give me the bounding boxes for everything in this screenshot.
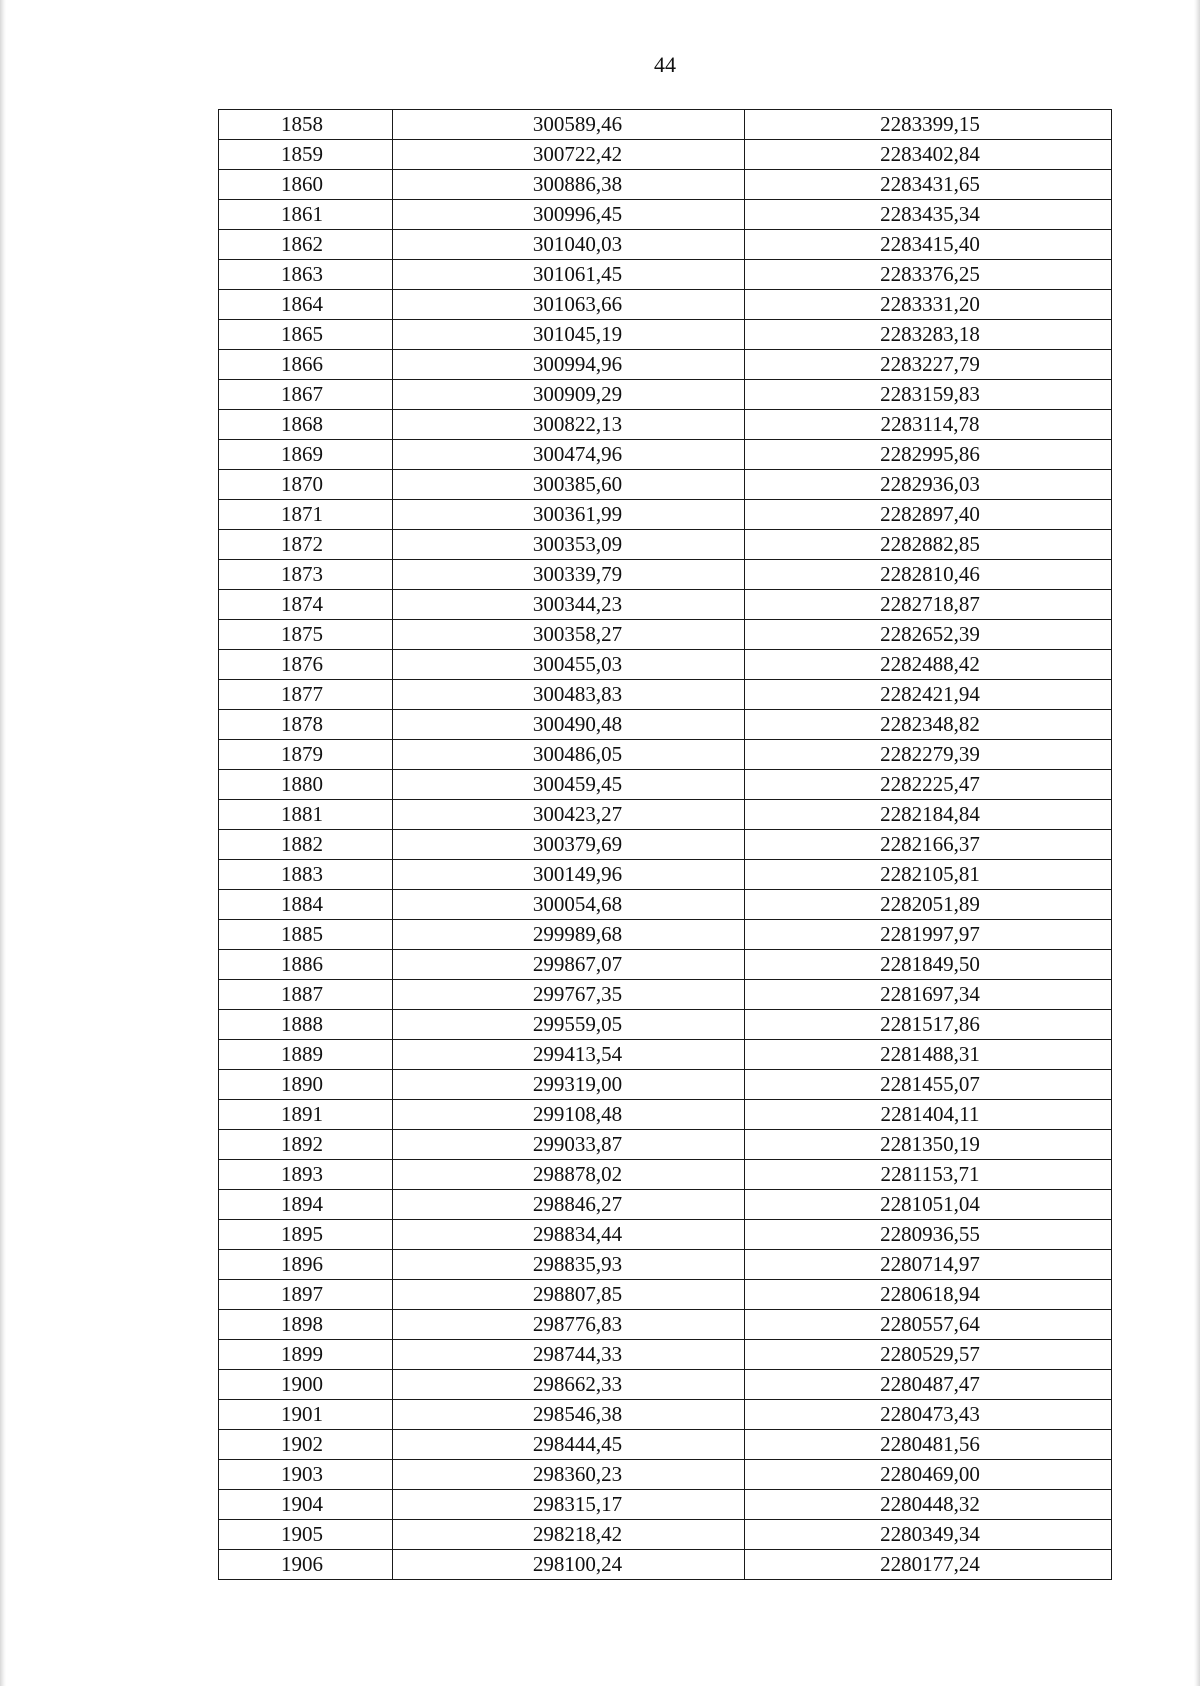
x-coordinate-cell: 300459,45 <box>393 770 745 800</box>
table-row <box>219 1490 1112 1520</box>
point-number-cell: 1874 <box>219 590 393 620</box>
y-coordinate-cell: 2280177,24 <box>745 1550 1112 1580</box>
point-number-cell: 1872 <box>219 530 393 560</box>
x-coordinate-cell: 300886,38 <box>393 170 745 200</box>
y-coordinate-cell: 2283283,18 <box>745 320 1112 350</box>
table-row <box>219 560 1112 590</box>
table-row <box>219 1520 1112 1550</box>
table-row <box>219 1220 1112 1250</box>
table-row <box>219 680 1112 710</box>
x-coordinate-cell: 299867,07 <box>393 950 745 980</box>
x-coordinate-cell: 298100,24 <box>393 1550 745 1580</box>
x-coordinate-cell: 301040,03 <box>393 230 745 260</box>
x-coordinate-cell: 300054,68 <box>393 890 745 920</box>
table-row <box>219 530 1112 560</box>
point-number-cell: 1885 <box>219 920 393 950</box>
x-coordinate-cell: 299559,05 <box>393 1010 745 1040</box>
table-row <box>219 890 1112 920</box>
y-coordinate-cell: 2282488,42 <box>745 650 1112 680</box>
y-coordinate-cell: 2282348,82 <box>745 710 1112 740</box>
table-row <box>219 650 1112 680</box>
x-coordinate-cell: 298360,23 <box>393 1460 745 1490</box>
table-row <box>219 1430 1112 1460</box>
table-row <box>219 1550 1112 1580</box>
table-row <box>219 920 1112 950</box>
table-row <box>219 1460 1112 1490</box>
table-row <box>219 1100 1112 1130</box>
x-coordinate-cell: 299033,87 <box>393 1130 745 1160</box>
point-number-cell: 1891 <box>219 1100 393 1130</box>
table-row <box>219 380 1112 410</box>
point-number-cell: 1870 <box>219 470 393 500</box>
y-coordinate-cell: 2280618,94 <box>745 1280 1112 1310</box>
y-coordinate-cell: 2281404,11 <box>745 1100 1112 1130</box>
point-number-cell: 1892 <box>219 1130 393 1160</box>
x-coordinate-cell: 300353,09 <box>393 530 745 560</box>
table-row <box>219 740 1112 770</box>
table-row <box>219 1370 1112 1400</box>
table-row <box>219 1190 1112 1220</box>
table-row <box>219 620 1112 650</box>
x-coordinate-cell: 300589,46 <box>393 110 745 140</box>
point-number-cell: 1902 <box>219 1430 393 1460</box>
point-number-cell: 1864 <box>219 290 393 320</box>
table-row <box>219 440 1112 470</box>
y-coordinate-cell: 2282936,03 <box>745 470 1112 500</box>
x-coordinate-cell: 298662,33 <box>393 1370 745 1400</box>
x-coordinate-cell: 299413,54 <box>393 1040 745 1070</box>
table-row <box>219 500 1112 530</box>
y-coordinate-cell: 2283415,40 <box>745 230 1112 260</box>
point-number-cell: 1895 <box>219 1220 393 1250</box>
x-coordinate-cell: 298846,27 <box>393 1190 745 1220</box>
point-number-cell: 1906 <box>219 1550 393 1580</box>
point-number-cell: 1886 <box>219 950 393 980</box>
point-number-cell: 1884 <box>219 890 393 920</box>
table-row <box>219 830 1112 860</box>
scan-edge-right <box>1194 0 1200 1686</box>
x-coordinate-cell: 300361,99 <box>393 500 745 530</box>
point-number-cell: 1869 <box>219 440 393 470</box>
y-coordinate-cell: 2282105,81 <box>745 860 1112 890</box>
x-coordinate-cell: 298444,45 <box>393 1430 745 1460</box>
y-coordinate-cell: 2280349,34 <box>745 1520 1112 1550</box>
table-row <box>219 1160 1112 1190</box>
point-number-cell: 1860 <box>219 170 393 200</box>
x-coordinate-cell: 301045,19 <box>393 320 745 350</box>
coordinates-table <box>218 109 1112 1580</box>
x-coordinate-cell: 300455,03 <box>393 650 745 680</box>
y-coordinate-cell: 2282279,39 <box>745 740 1112 770</box>
x-coordinate-cell: 300379,69 <box>393 830 745 860</box>
x-coordinate-cell: 300722,42 <box>393 140 745 170</box>
point-number-cell: 1888 <box>219 1010 393 1040</box>
x-coordinate-cell: 300344,23 <box>393 590 745 620</box>
table-row <box>219 800 1112 830</box>
y-coordinate-cell: 2280473,43 <box>745 1400 1112 1430</box>
y-coordinate-cell: 2283159,83 <box>745 380 1112 410</box>
y-coordinate-cell: 2280487,47 <box>745 1370 1112 1400</box>
x-coordinate-cell: 298835,93 <box>393 1250 745 1280</box>
x-coordinate-cell: 300385,60 <box>393 470 745 500</box>
x-coordinate-cell: 301063,66 <box>393 290 745 320</box>
point-number-cell: 1862 <box>219 230 393 260</box>
y-coordinate-cell: 2281153,71 <box>745 1160 1112 1190</box>
y-coordinate-cell: 2283227,79 <box>745 350 1112 380</box>
table-row <box>219 590 1112 620</box>
x-coordinate-cell: 298744,33 <box>393 1340 745 1370</box>
x-coordinate-cell: 298807,85 <box>393 1280 745 1310</box>
point-number-cell: 1875 <box>219 620 393 650</box>
point-number-cell: 1896 <box>219 1250 393 1280</box>
y-coordinate-cell: 2281350,19 <box>745 1130 1112 1160</box>
y-coordinate-cell: 2282225,47 <box>745 770 1112 800</box>
point-number-cell: 1897 <box>219 1280 393 1310</box>
table-row <box>219 170 1112 200</box>
table-row <box>219 860 1112 890</box>
table-row <box>219 710 1112 740</box>
y-coordinate-cell: 2281455,07 <box>745 1070 1112 1100</box>
y-coordinate-cell: 2283399,15 <box>745 110 1112 140</box>
x-coordinate-cell: 298218,42 <box>393 1520 745 1550</box>
point-number-cell: 1889 <box>219 1040 393 1070</box>
point-number-cell: 1868 <box>219 410 393 440</box>
y-coordinate-cell: 2281517,86 <box>745 1010 1112 1040</box>
y-coordinate-cell: 2283331,20 <box>745 290 1112 320</box>
table-row <box>219 230 1112 260</box>
y-coordinate-cell: 2283431,65 <box>745 170 1112 200</box>
point-number-cell: 1883 <box>219 860 393 890</box>
y-coordinate-cell: 2282897,40 <box>745 500 1112 530</box>
table-row <box>219 1010 1112 1040</box>
point-number-cell: 1871 <box>219 500 393 530</box>
point-number-cell: 1904 <box>219 1490 393 1520</box>
point-number-cell: 1881 <box>219 800 393 830</box>
x-coordinate-cell: 299767,35 <box>393 980 745 1010</box>
point-number-cell: 1899 <box>219 1340 393 1370</box>
point-number-cell: 1861 <box>219 200 393 230</box>
y-coordinate-cell: 2280714,97 <box>745 1250 1112 1280</box>
y-coordinate-cell: 2282882,85 <box>745 530 1112 560</box>
y-coordinate-cell: 2280448,32 <box>745 1490 1112 1520</box>
table-row <box>219 1250 1112 1280</box>
y-coordinate-cell: 2281997,97 <box>745 920 1112 950</box>
table-row <box>219 410 1112 440</box>
table-row <box>219 1340 1112 1370</box>
x-coordinate-cell: 298834,44 <box>393 1220 745 1250</box>
x-coordinate-cell: 298546,38 <box>393 1400 745 1430</box>
y-coordinate-cell: 2281488,31 <box>745 1040 1112 1070</box>
x-coordinate-cell: 300358,27 <box>393 620 745 650</box>
y-coordinate-cell: 2282166,37 <box>745 830 1112 860</box>
table-row <box>219 1130 1112 1160</box>
table-row <box>219 200 1112 230</box>
coordinates-table-body <box>219 110 1112 1580</box>
x-coordinate-cell: 298776,83 <box>393 1310 745 1340</box>
scan-edge-left <box>0 0 6 1686</box>
table-row <box>219 1310 1112 1340</box>
table-row <box>219 350 1112 380</box>
y-coordinate-cell: 2281697,34 <box>745 980 1112 1010</box>
point-number-cell: 1876 <box>219 650 393 680</box>
table-row <box>219 1040 1112 1070</box>
x-coordinate-cell: 300339,79 <box>393 560 745 590</box>
y-coordinate-cell: 2283402,84 <box>745 140 1112 170</box>
x-coordinate-cell: 300423,27 <box>393 800 745 830</box>
x-coordinate-cell: 300486,05 <box>393 740 745 770</box>
point-number-cell: 1887 <box>219 980 393 1010</box>
y-coordinate-cell: 2282995,86 <box>745 440 1112 470</box>
x-coordinate-cell: 300149,96 <box>393 860 745 890</box>
table-row <box>219 290 1112 320</box>
y-coordinate-cell: 2280529,57 <box>745 1340 1112 1370</box>
table-row <box>219 1400 1112 1430</box>
y-coordinate-cell: 2282184,84 <box>745 800 1112 830</box>
y-coordinate-cell: 2280936,55 <box>745 1220 1112 1250</box>
point-number-cell: 1867 <box>219 380 393 410</box>
point-number-cell: 1890 <box>219 1070 393 1100</box>
x-coordinate-cell: 300490,48 <box>393 710 745 740</box>
table-row <box>219 470 1112 500</box>
x-coordinate-cell: 298878,02 <box>393 1160 745 1190</box>
y-coordinate-cell: 2282051,89 <box>745 890 1112 920</box>
table-row <box>219 1280 1112 1310</box>
x-coordinate-cell: 299989,68 <box>393 920 745 950</box>
x-coordinate-cell: 299108,48 <box>393 1100 745 1130</box>
x-coordinate-cell: 300994,96 <box>393 350 745 380</box>
x-coordinate-cell: 300483,83 <box>393 680 745 710</box>
table-row <box>219 260 1112 290</box>
point-number-cell: 1900 <box>219 1370 393 1400</box>
point-number-cell: 1901 <box>219 1400 393 1430</box>
y-coordinate-cell: 2280469,00 <box>745 1460 1112 1490</box>
table-row <box>219 140 1112 170</box>
page-number: 44 <box>654 52 676 77</box>
table-row <box>219 980 1112 1010</box>
point-number-cell: 1879 <box>219 740 393 770</box>
point-number-cell: 1882 <box>219 830 393 860</box>
point-number-cell: 1873 <box>219 560 393 590</box>
point-number-cell: 1866 <box>219 350 393 380</box>
y-coordinate-cell: 2281849,50 <box>745 950 1112 980</box>
y-coordinate-cell: 2283114,78 <box>745 410 1112 440</box>
point-number-cell: 1859 <box>219 140 393 170</box>
y-coordinate-cell: 2280557,64 <box>745 1310 1112 1340</box>
y-coordinate-cell: 2283376,25 <box>745 260 1112 290</box>
point-number-cell: 1865 <box>219 320 393 350</box>
point-number-cell: 1863 <box>219 260 393 290</box>
table-row <box>219 770 1112 800</box>
table-row <box>219 950 1112 980</box>
point-number-cell: 1858 <box>219 110 393 140</box>
x-coordinate-cell: 300996,45 <box>393 200 745 230</box>
point-number-cell: 1898 <box>219 1310 393 1340</box>
point-number-cell: 1905 <box>219 1520 393 1550</box>
point-number-cell: 1880 <box>219 770 393 800</box>
point-number-cell: 1894 <box>219 1190 393 1220</box>
x-coordinate-cell: 300474,96 <box>393 440 745 470</box>
x-coordinate-cell: 300822,13 <box>393 410 745 440</box>
y-coordinate-cell: 2282810,46 <box>745 560 1112 590</box>
x-coordinate-cell: 300909,29 <box>393 380 745 410</box>
y-coordinate-cell: 2282718,87 <box>745 590 1112 620</box>
table-row <box>219 1070 1112 1100</box>
y-coordinate-cell: 2282652,39 <box>745 620 1112 650</box>
point-number-cell: 1877 <box>219 680 393 710</box>
table-row <box>219 110 1112 140</box>
point-number-cell: 1903 <box>219 1460 393 1490</box>
y-coordinate-cell: 2283435,34 <box>745 200 1112 230</box>
y-coordinate-cell: 2281051,04 <box>745 1190 1112 1220</box>
table-row <box>219 320 1112 350</box>
x-coordinate-cell: 298315,17 <box>393 1490 745 1520</box>
point-number-cell: 1878 <box>219 710 393 740</box>
point-number-cell: 1893 <box>219 1160 393 1190</box>
y-coordinate-cell: 2280481,56 <box>745 1430 1112 1460</box>
y-coordinate-cell: 2282421,94 <box>745 680 1112 710</box>
x-coordinate-cell: 301061,45 <box>393 260 745 290</box>
x-coordinate-cell: 299319,00 <box>393 1070 745 1100</box>
